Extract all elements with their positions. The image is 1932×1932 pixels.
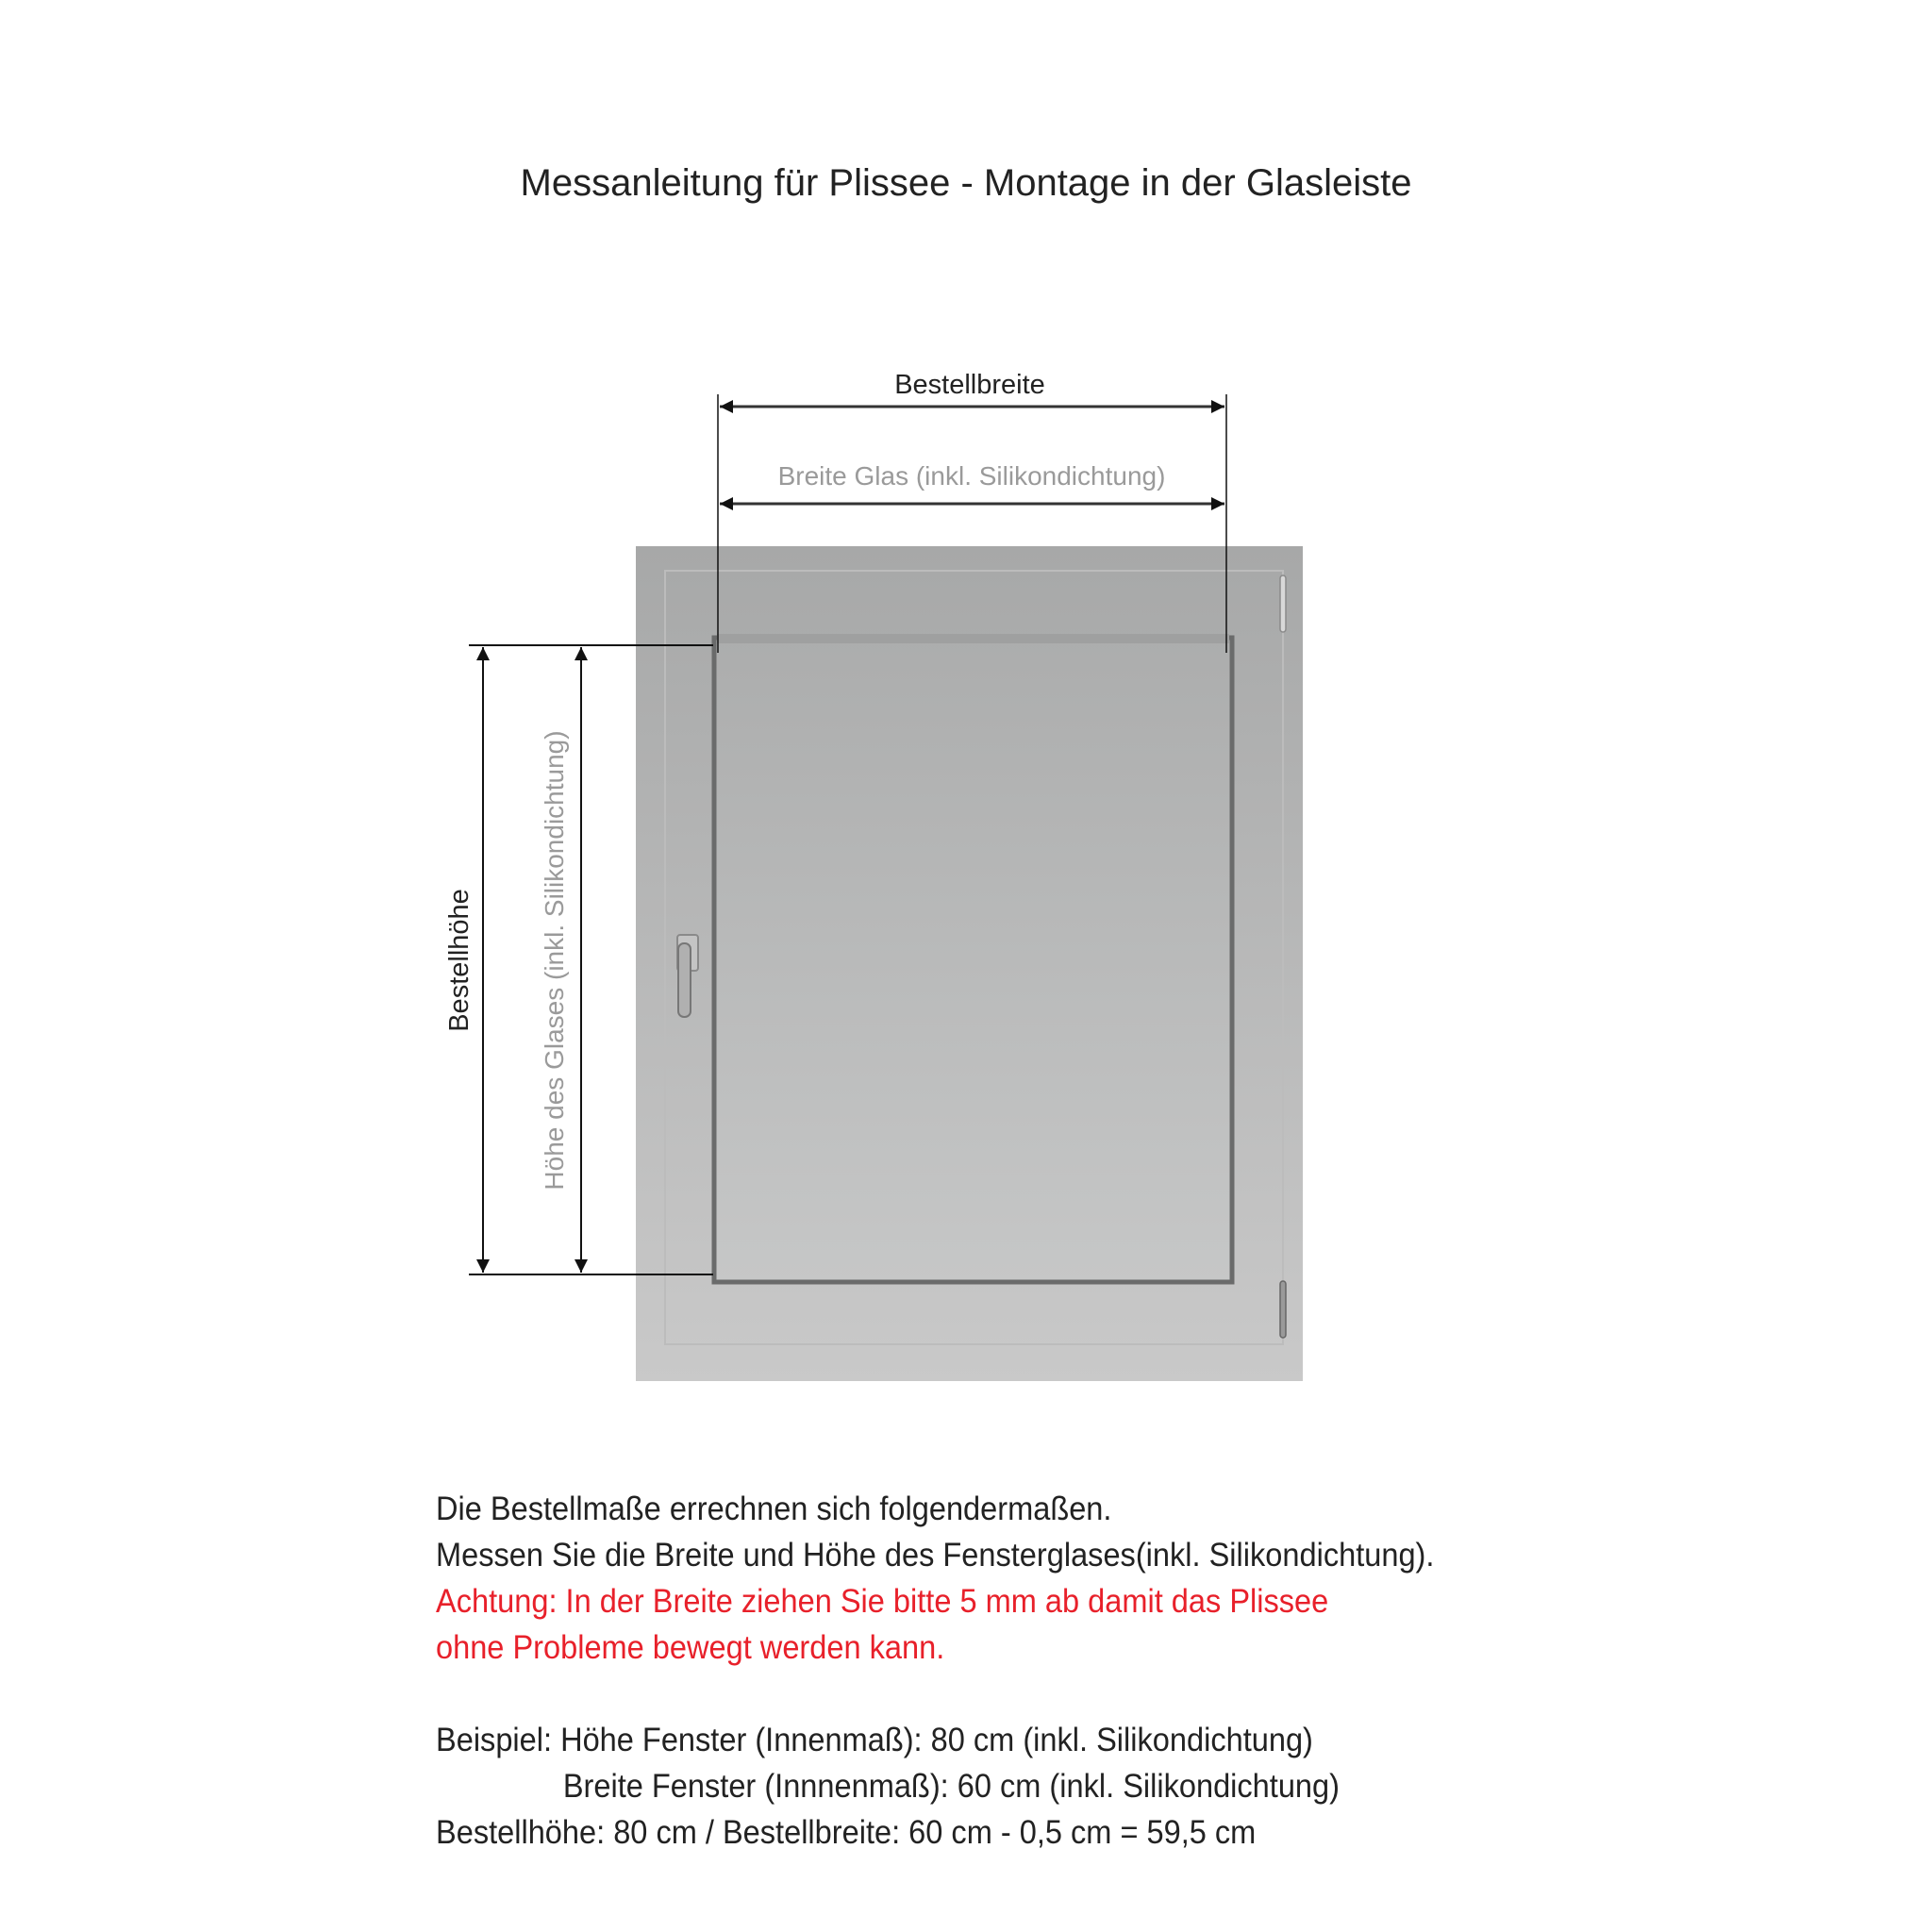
example-line: Breite Fenster (Innnenmaß): 60 cm (inkl. Silikondichtung) (562, 1768, 1340, 1805)
glass-height-label: Höhe des Glases (inkl. Silikondichtung) (540, 730, 569, 1191)
example-line: Beispiel: Höhe Fenster (Innenmaß): 80 cm (inkl. Silikondichtung) (436, 1722, 1313, 1758)
instruction-line: Messen Sie die Breite und Höhe des Fensterglases(inkl. Silikondichtung). (436, 1537, 1435, 1574)
warning-line: ohne Probleme bewegt werden kann. (436, 1629, 945, 1666)
hinge-top-icon (1280, 575, 1286, 632)
instructions (436, 1486, 1434, 1856)
window-glass (714, 638, 1232, 1282)
example-result-line: Bestellhöhe: 80 cm / Bestellbreite: 60 cm - 0,5 cm = 59,5 cm (436, 1814, 1257, 1851)
page-title: Messanleitung für Plissee - Montage in der Glasleiste (520, 162, 1412, 204)
hinge-bottom-icon (1280, 1281, 1286, 1338)
glass-width-label: Breite Glas (inkl. Silikondichtung) (777, 461, 1166, 491)
instruction-line: Die Bestellmaße errechnen sich folgendermaßen. (436, 1491, 1112, 1527)
order-height-label: Bestellhöhe (444, 889, 475, 1032)
glass-bead-top (717, 634, 1229, 643)
order-width-label: Bestellbreite (894, 370, 1045, 400)
warning-line: Achtung: In der Breite ziehen Sie bitte 5 mm ab damit das Plissee (436, 1583, 1329, 1620)
